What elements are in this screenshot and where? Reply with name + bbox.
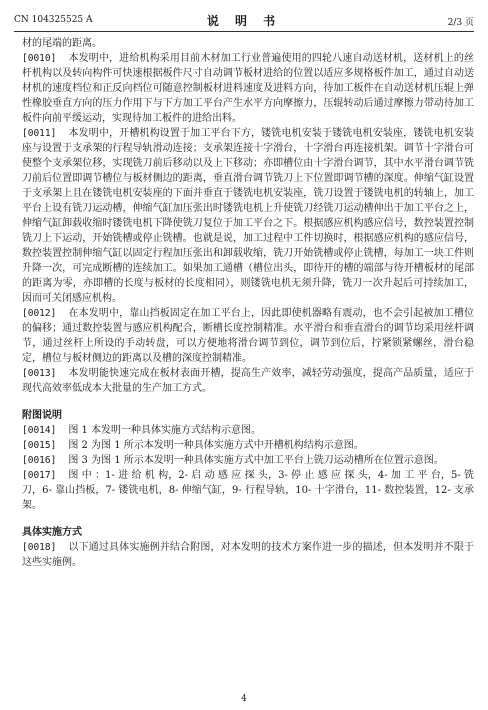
paragraph-0015 [22, 438, 474, 453]
paragraph-text: 本发明中，进给机构采用目前木材加工行业普遍使用的四轮八速自动送材机，送材机上的丝杆机构以及转向构件可快速根据板件尺寸自动调节板材进给的位置以适应多规格板件加工，通过自动送材机的速度档位和正反向档位可随意控制板材进料速度及进料方向，待加工板件在自动送材机压辊上弹性橡胶垂直方向的压力作用下与下方加工平台产生水平方向摩擦力，压辊转动后通过摩擦力带动待加工板件向前平缓运动，实现待加工板件的进给出料。 [22, 53, 474, 124]
page-number: 4 [241, 694, 247, 704]
paragraph-number: [0017] [22, 470, 57, 481]
paragraph-0011 [22, 126, 474, 306]
paragraph-text: 本发明能快速完成在板材表面开槽，提高生产效率，减轻劳动强度，提高产品质量，适应于现代高效率低成本大批量的生产加工方式。 [22, 368, 474, 394]
document-body [22, 36, 474, 570]
section-title-embodiment: 具体实施方式 [22, 527, 82, 538]
paragraph-number: [0012] [22, 308, 57, 319]
paragraph-number: [0016] [22, 455, 57, 466]
paragraph-text: 以下通过具体实施例并结合附图，对本发明的技术方案作进一步的描述，但本发明并不限于这些实施例。 [22, 542, 474, 568]
section-title-drawings: 附图说明 [22, 410, 62, 421]
paragraph-text: 图 中 ：1- 进 给 机 构，2- 启 动 感 应 探 头，3- 停 止 感 应 探 头，4- 加 工 平 台，5- 铣 刀，6- 靠山挡板，7- 镂铣电机，8- 伸缩气缸，9- 行程导轨，10- 十字滑台，11- 数控装置，12- 支承架。 [22, 470, 474, 511]
spacer [22, 513, 474, 525]
paragraph-number: [0010] [22, 53, 57, 64]
paragraph-0016 [22, 453, 474, 468]
paragraph-number: [0015] [22, 440, 57, 451]
paragraph-0012 [22, 306, 474, 366]
paragraph-0017 [22, 468, 474, 513]
paragraph-number: [0018] [22, 542, 57, 553]
spacer [22, 396, 474, 408]
paragraph-text: 本发明中，开槽机构设置于加工平台下方，镂铣电机安装于镂铣电机安装座，镂铣电机安装座与设置于支承架的行程导轨滑动连接；支承架连接十字滑台，十字滑台再连接机架。调节十字滑台可使整个支承架位移，实现铣刀前后移动以及上下移动；亦即槽位由十字滑台调节，其中水平滑台调节铣刀前后位置即调节槽位与板材侧边的距离，垂直滑台调节铣刀上下位置即调节槽的深度。伸缩气缸设置于支承架上且在镂铣电机安装座的下面并垂直于镂铣电机安装座，铣刀设置于镂铣电机的转轴上，加工平台上设有铣刀运动槽，伸缩气缸加压张出时镂铣电机上升使铣刀经铣刀运动槽伸出于加工平台之上，伸缩气缸卸载收缩时镂铣电机下降使铣刀复位于加工平台之下。根据感应机构感应信号，数控装置控制铣刀上下运动，开始铣槽或停止铣槽。也就是说，加工过程中工件切换时，根据感应机构的感应信号，数控装置控制伸缩气缸以固定行程加压张出和卸载收缩，铣刀开始铣槽或停止铣槽，每加工一块工件则升降一次，可完成断槽的连续加工。如果加工通槽（槽位出头，即待开的槽的端部与待开槽板材的尾部的距离为零，亦即槽的长度与板材的长度相同），则镂铣电机无须升降，铣刀一次升起后可持续加工，因而可关闭感应机构。 [22, 128, 474, 304]
doc-number: CN 104325525 A [14, 15, 93, 25]
page-header [14, 10, 474, 30]
header-rule [14, 31, 474, 32]
paragraph-0018 [22, 540, 474, 570]
paragraph-0010 [22, 51, 474, 126]
paragraph-number: [0011] [22, 128, 57, 139]
paragraph-0014 [22, 423, 474, 438]
paragraph-text: 图 2 为图 1 所示本发明一种具体实施方式中开槽机构结构示意图。 [68, 440, 364, 451]
page-title: 说 明 书 [206, 14, 282, 28]
paragraph-number: [0013] [22, 368, 57, 379]
paragraph-text: 图 1 本发明一种具体实施方式结构示意图。 [68, 425, 262, 436]
page-label: 2/3 页 [447, 18, 474, 28]
paragraph-0013 [22, 366, 474, 396]
paragraph-text: 图 3 为图 1 所示本发明一种具体实施方式中加工平台上铣刀运动槽所在位置示意图。 [68, 455, 444, 466]
continued-text: 材的尾端的距离。 [22, 38, 102, 49]
paragraph-text: 在本发明中，靠山挡板固定在加工平台上，因此即使机器略有震动，也不会引起被加工槽位的偏移；通过数控装置与感应机构配合，断槽长度控制精准。水平滑台和垂直滑台的调节均采用丝杆调节，通过丝杆上所设的手动转盘，可以方便地将滑台调节到位，调节到位后，拧紧锁紧螺丝，滑台稳定，槽位与板材侧边的距离以及槽的深度控制精准。 [22, 308, 474, 364]
paragraph-number: [0014] [22, 425, 57, 436]
